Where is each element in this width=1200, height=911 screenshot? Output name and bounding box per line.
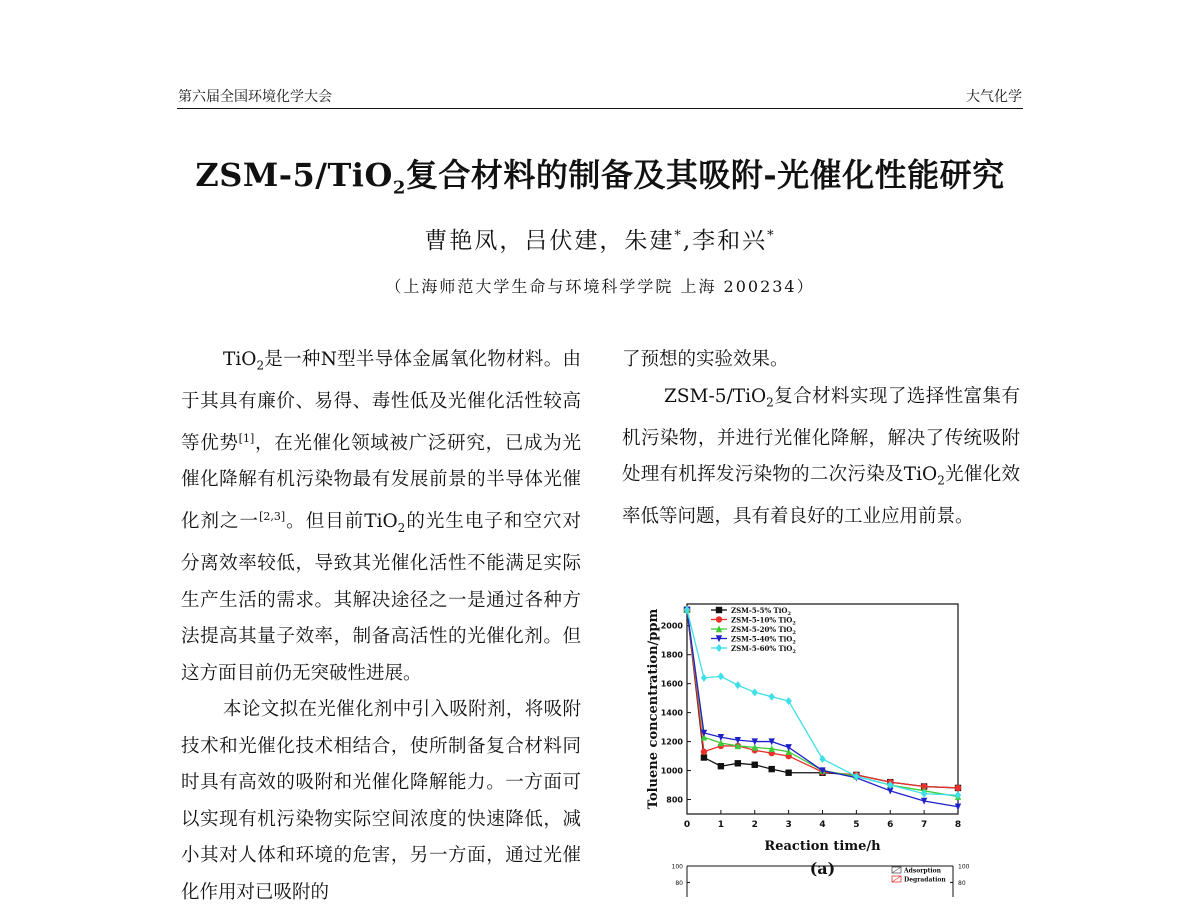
plot-frame [687,604,958,814]
x-tick-label: 0 [683,820,691,830]
x-tick-label: 2 [751,820,758,830]
data-point [701,754,707,760]
body-column-left [181,342,581,911]
y-tick-label-left: 80 [675,879,683,887]
data-point [955,785,961,791]
y-axis-label: Toluene concentration/ppm [646,608,661,810]
y-tick-label: 1000 [660,766,683,776]
legend-label: ZSM-5-40% TiO$_2$ [731,634,796,646]
header-rule [177,108,1023,109]
x-axis-label: Reaction time/h [764,839,881,854]
data-point [718,763,724,769]
y-tick-label-left: 100 [671,863,683,871]
x-tick-label: 8 [954,820,962,830]
data-point [768,693,774,701]
paragraph: 了预想的实验效果。 [622,349,789,370]
figure-bar-chart [650,858,990,897]
authors: 曹艳凤，吕伏建，朱建*,李和兴* [424,228,776,254]
data-point [716,644,722,652]
data-point [735,681,741,689]
data-point [716,616,722,622]
x-tick-label: 6 [887,820,894,830]
paragraph: 本论文拟在光催化剂中引入吸附剂，将吸附技术和光催化技术相结合，使所制备复合材料同时具有高效的吸附和光催化降解能力。一方面可以实现有机污染物实际空间浓度的快速降低，减小其对人体和环境的危害，另一方面，通过光催化作用对已吸附的 [181,699,581,903]
panel-label: (a) [809,859,836,877]
y-tick-label: 1800 [660,650,683,660]
y-tick-label: 800 [666,795,683,805]
paragraph: TiO$_2$是一种N型半导体金属氧化物材料。由于其具有廉价、易得、毒性低及光催化活性较高等优势[1]，在光催化领域被广泛研究，已成为光催化降解有机污染物最有发展前景的半导体光催化剂之一[2,3]。但目前TiO$_2$的光生电子和空穴对分离效率较低，导致其光催化活性不能满足实际生产生活的需求。其解决途径之一是通过各种方法提高其量子效率，制备高活性的光催化剂。但这方面目前仍无突破性进展。 [181,349,581,684]
data-point [718,672,724,680]
body-column-right [622,342,1020,536]
citation: [1] [238,431,255,445]
legend-label: Adsorption [904,867,942,875]
series-line [687,610,958,807]
y-tick-label: 1200 [660,737,683,747]
x-tick-label: 4 [819,820,826,830]
x-tick-label: 1 [717,820,725,830]
y-tick-label: 1400 [660,708,683,718]
legend-label: ZSM-5-5% TiO$_2$ [731,606,792,617]
legend-label: ZSM-5-60% TiO$_2$ [731,644,796,655]
figure-line-chart [600,592,1070,877]
y-tick-label: 1600 [660,679,683,689]
data-point [701,674,707,682]
data-point [768,766,774,772]
data-point [785,770,791,776]
running-header-right: 大气化学 [966,89,1022,105]
data-point [785,744,791,751]
data-point [701,749,707,755]
legend-label: Degradation [904,876,946,884]
citation: [2,3] [259,509,286,523]
y-tick-label: 2000 [660,621,683,631]
paper-title: ZSM-5/TiO$_2$复合材料的制备及其吸附-光催化性能研究 [195,156,1005,199]
affiliation: （上海师范大学生命与环境科学学院 上海 200234） [385,277,815,296]
data-point [752,762,758,768]
y-tick-label-right: 80 [958,879,966,887]
paragraph: ZSM-5/TiO$_2$复合材料实现了选择性富集有机污染物，并进行光催化降解，解决了传统吸附处理有机挥发污染物的二次污染及TiO$_2$光催化效率低等问题，具有着良好的工业应用前景。 [622,385,1020,528]
x-tick-label: 7 [920,820,928,830]
y-tick-label-right: 100 [958,863,970,871]
data-point [735,760,741,766]
legend-label: ZSM-5-10% TiO$_2$ [731,615,796,627]
running-header-left: 第六届全国环境化学大会 [178,89,332,105]
data-point [716,607,722,613]
x-tick-label: 5 [853,820,860,830]
x-tick-label: 3 [785,820,792,830]
data-point [752,688,758,696]
legend-label: ZSM-5-20% TiO$_2$ [731,625,796,636]
